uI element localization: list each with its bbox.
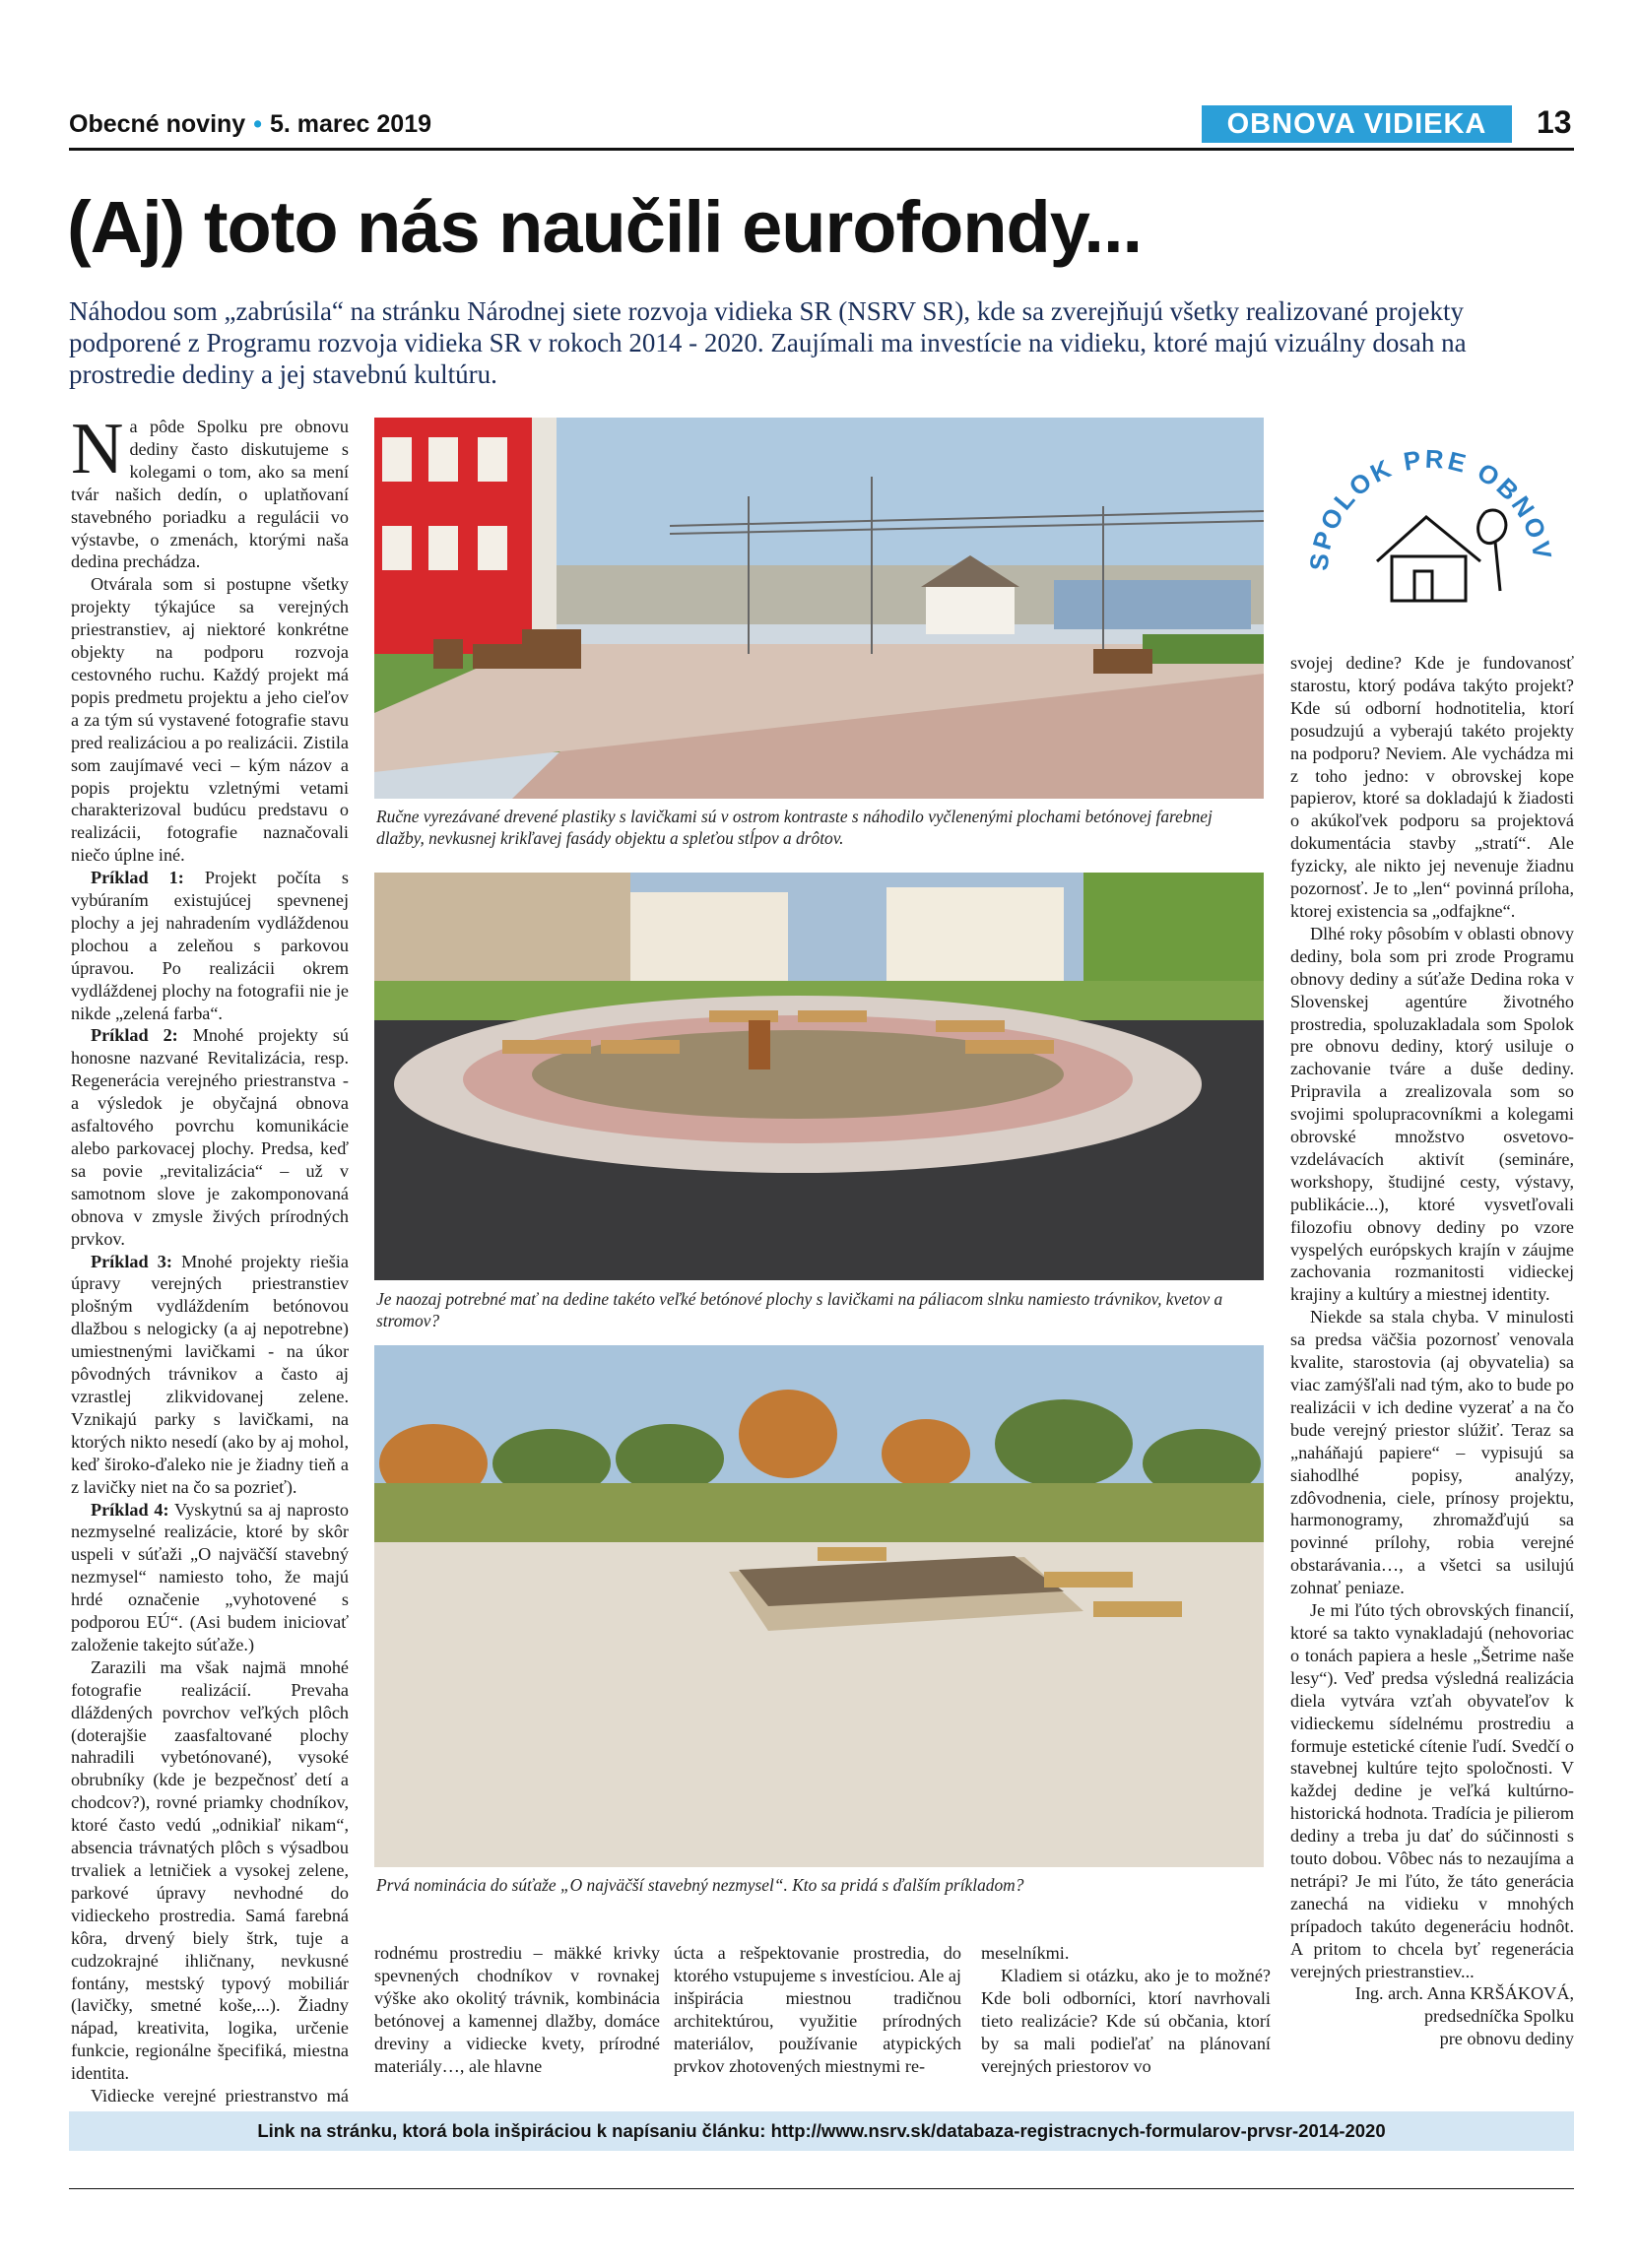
column-2 bbox=[374, 1942, 660, 2077]
author-name: Ing. arch. Anna KRŠÁKOVÁ, bbox=[1354, 1983, 1574, 2004]
source-link-bar[interactable]: Link na stránku, ktorá bola inšpiráciou k napísaniu článku: http://www.nsrv.sk/databaza-registracnych-formularov-prvsr-2014-2020 bbox=[69, 2111, 1574, 2151]
author-organization: pre obnovu dediny bbox=[1439, 2029, 1574, 2049]
paragraph: Niekde sa stala chyba. V minulosti sa predsa väčšia pozornosť venovala kvalite, starostovia (aj obyvatelia) sa viac zamýšľali nad tým, ako to bude po realizácii v ich dedine vyzerať a na čo bude verejný priestor slúžiť. Teraz sa „naháňajú papiere“ – vypisujú sa siahodlhé popisy, analýzy, zdôvodnenia, ciele, prínosy projektu, harmonogramy, zhromažďujú sa povinné prílohy, robia verejné obstarávania…, a všetci sa usilujú zohnať peniaze. bbox=[1290, 1307, 1574, 1598]
paragraph: Otvárala som si postupne všetky projekty týkajúce sa verejných priestranstiev, aj niektoré konkrétne objekty na podporu rozvoja cestovného ruchu. Každý projekt má popis predmetu projektu a jeho cieľov a za tým sú vystavené fotografie stavu pred realizáciou a po realizácii. Zistila som zaujímavé veci – kým názov a popis projektu vzletnými vetami charakterizoval budúcu predstavu o realizácii, fotografie naznačovali niečo úplne iné. bbox=[71, 574, 349, 866]
article-lead: Náhodou som „zabrúsila“ na stránku Národnej siete rozvoja vidieka SR (NSRV SR), kde sa zverejňujú všetky realizované projekty podporené z Programu rozvoja vidieka SR v rokoch 2014 - 2020. Zaujímali ma investície na vidieku, ktoré majú vizuálny dosah na prostredie dediny a jej stavebnú kultúru. bbox=[69, 296, 1467, 389]
publication-name: Obecné noviny bbox=[69, 110, 246, 138]
column-4 bbox=[981, 1942, 1271, 2077]
paragraph: svojej dedine? Kde je fundovanosť starostu, ktorý podáva takýto projekt? Kde sú odborní hodnotitelia, ktorí posudzujú a vyberajú takéto projekty na podporu? Neviem. Ale vychádza mi z toho jedno: v obrovskej kope papierov, ktoré sa dokladajú k žiadosti o akúkoľvek podporu sa projektová dokumentácia stavby „stratí“. Ale fyzicky, ale nikto jej nevenuje žiadnu pozornosť. Je to „len“ povinná príloha, ktorej existencia sa „odfajkne“. bbox=[1290, 653, 1574, 921]
page-number: 13 bbox=[1537, 104, 1572, 140]
photo-paved-area bbox=[374, 1345, 1264, 1867]
footer-rule bbox=[69, 2188, 1574, 2189]
paragraph: Zarazili ma však najmä mnohé fotografie realizácií. Prevaha dláždených povrchov veľkých plôch (doterajšie zaasfaltované plochy nahradili vybetónované), vysoké obrubníky (kde je bezpečnosť detí a chodcov?), rovné priamky chodníkov, ktoré často vedú „odnikiaľ nikam“, absencia trávnatých plôch s výsadbou trvaliek a letničiek a vysokej zelene, parkové úpravy nevhodné do vidieckeho prostredia. Samá farebná kôra, drvený biely štrk, tuje a cudzokrajné ihličnany, nevkusné fontány, mestský typový mobiliár (lavičky, smetné koše,...). Žiadny nápad, kreativita, logika, určenie funkcie, regionálne špecifiká, miestna identita. bbox=[71, 1656, 349, 2084]
paragraph: Na pôde Spolku pre obnovu dediny často diskutujeme s kolegami o tom, ako sa mení tvár našich dedín, o uplatňovaní stavebného poriadku a regulácii vo výstavbe, o zmenách, ktorými naša dedina prechádza. bbox=[71, 409, 349, 572]
photo-caption-1: Ručne vyrezávané drevené plastiky s lavičkami sú v ostrom kontraste s náhodilo vyčlenenými plochami betónovej farebnej dlažby, nevkusnej krikľavej fasády objektu a spleťou stĺpov a drôtov. bbox=[376, 807, 1213, 848]
paragraph-example-3: Príklad 3: Mnohé projekty riešia úpravy verejných priestranstiev plošným vydláždením betónovou dlažbou s nelogicky (a aj nepotrebne) umiestnenými lavičkami - na úkor pôvodných trávnikov a často aj vzrastlej zlikvidovanej zelene. Vznikajú parky s lavičkami, na ktorých nikto nesedí (ako by aj mohol, keď široko-ďaleko nie je žiadny tieň a z lavičky niet na čo sa pozrieť). bbox=[71, 1251, 350, 1497]
bullet-separator: • bbox=[253, 110, 262, 138]
article-headline: (Aj) toto nás naučili eurofondy... bbox=[67, 186, 1143, 268]
paragraph: Vidiecke verejné priestranstvo má bbox=[91, 2086, 349, 2106]
column-1 bbox=[71, 409, 350, 2130]
photo-round-plaza bbox=[374, 873, 1264, 1280]
spolok-logo bbox=[1298, 423, 1564, 650]
paragraph: meselníkmi. bbox=[981, 1943, 1070, 1963]
paragraph-example-4: Príklad 4: Vyskytnú sa aj naprosto nezmyselné realizácie, ktoré by skôr uspeli v súťaži „O najväčší stavebný nezmysel“ namiesto toho, že majú hrdé označenie „vyhotovené s podporou EÚ“. (Asi budem iniciovať založenie takejto súťaže.) bbox=[71, 1499, 349, 1654]
publication-header bbox=[69, 110, 431, 139]
author-role: predsedníčka Spolku bbox=[1423, 2006, 1574, 2027]
column-5 bbox=[1290, 652, 1574, 2050]
paragraph: rodnému prostrediu – mäkké krivky spevnených chodníkov v rovnakej výške ako okolitý trávnik, kombinácia betónovej a kamennej dlažby, domáce dreviny a vidiecke kvety, prírodné materiály…, ale hlavne bbox=[374, 1943, 660, 2076]
paragraph-example-1: Príklad 1: Projekt počíta s vybúraním existujúcej spevnenej plochy a jej nahradením vydláždenou plochou a zeleňou s parkovou úpravou. Po realizácii okrem vydláždenej plochy na fotografii nie je nikde „zelená farba“. bbox=[71, 868, 349, 1023]
drop-cap: N bbox=[71, 409, 124, 489]
paragraph: Je mi ľúto tých obrovských financií, ktoré sa takto vynakladajú (nehovoriac o tonách papiera a hesle „Šetrime naše lesy“). Veď predsa výsledná realizácia diela vytvára vzťah obyvateľov k vidieckemu sídelnému prostrediu a formuje estetické cítenie ľudí. Svedčí o stavebnej kultúre tejto spoločnosti. V každej dedine je veľká kultúrno-historická hodnota. Tradícia je pilierom dediny a treba ju dať do súčinnosti s touto dobou. Vôbec nás to nezaujíma a netrápi? Je mi ľúto, že táto generácia zanechá na vidieku v mnohých prípadoch takúto degeneráciu hodnôt. A pritom to chcela byť regenerácia verejných priestranstiev... bbox=[1290, 1600, 1574, 1981]
column-3 bbox=[674, 1942, 961, 2077]
svg-text:SPOLOK PRE OBNOVU DEDINY: SPOLOK PRE OBNOV bbox=[1303, 443, 1558, 572]
paragraph: úcta a rešpektovanie prostredia, do ktorého vstupujeme s investíciou. Ale aj inšpirácia miestnou tradičnou architektúrou, využitie prírodných materiálov, používanie atypických prvkov zhotovených miestnymi re- bbox=[674, 1943, 961, 2076]
paragraph-example-2: Príklad 2: Mnohé projekty sú honosne nazvané Revitalizácia, resp. Regenerácia verejného priestranstva - a výsledok je obyčajná obnova asfaltového povrchu komunikácie alebo parkovacej plochy. Predsa, keď sa povie „revitalizácia“ – už v samotnom slove je zakomponovaná obnova v zmysle živých prírodných prvkov. bbox=[71, 1025, 349, 1249]
section-tag: OBNOVA VIDIEKA bbox=[1202, 105, 1512, 143]
issue-date: 5. marec 2019 bbox=[269, 110, 432, 138]
photo-caption-2: Je naozaj potrebné mať na dedine takéto veľké betónové plochy s lavičkami na páliacom slnku namiesto trávnikov, kvetov a stromov? bbox=[376, 1289, 1223, 1330]
header-rule bbox=[69, 148, 1574, 151]
paragraph: Kladiem si otázku, ako je to možné? Kde boli odborníci, ktorí navrhovali tieto realizácie? Kde sú občania, ktorí by sa mali podieľať na plánovaní verejných priestorov vo bbox=[981, 1965, 1271, 2076]
photo-village-square bbox=[374, 418, 1264, 799]
paragraph: Dlhé roky pôsobím v oblasti obnovy dediny, bola som pri zrode Programu obnovy dediny a súťaže Dedina roka v Slovenskej agentúre životného prostredia, spoluzakladala som Spolok pre obnovu dediny, ktorý usiluje o zachovanie tváre a duše dediny. Pripravila a zrealizovala som so svojimi spolupracovníkmi a kolegami obrovské množstvo osvetovo-vzdelávacích aktivít (semináre, workshopy, študijné cesty, výstavy, publikácie...), ktoré vysvetľovali filozofiu obnovy dediny po vzore vyspelých európskych krajín v záujme zachovania rozmanitosti vidieckej krajiny a kultúry a miestnej identity. bbox=[1290, 923, 1574, 1305]
photo-caption-3: Prvá nominácia do súťaže „O najväčší stavebný nezmysel“. Kto sa pridá s ďalším príkladom? bbox=[376, 1875, 1024, 1895]
